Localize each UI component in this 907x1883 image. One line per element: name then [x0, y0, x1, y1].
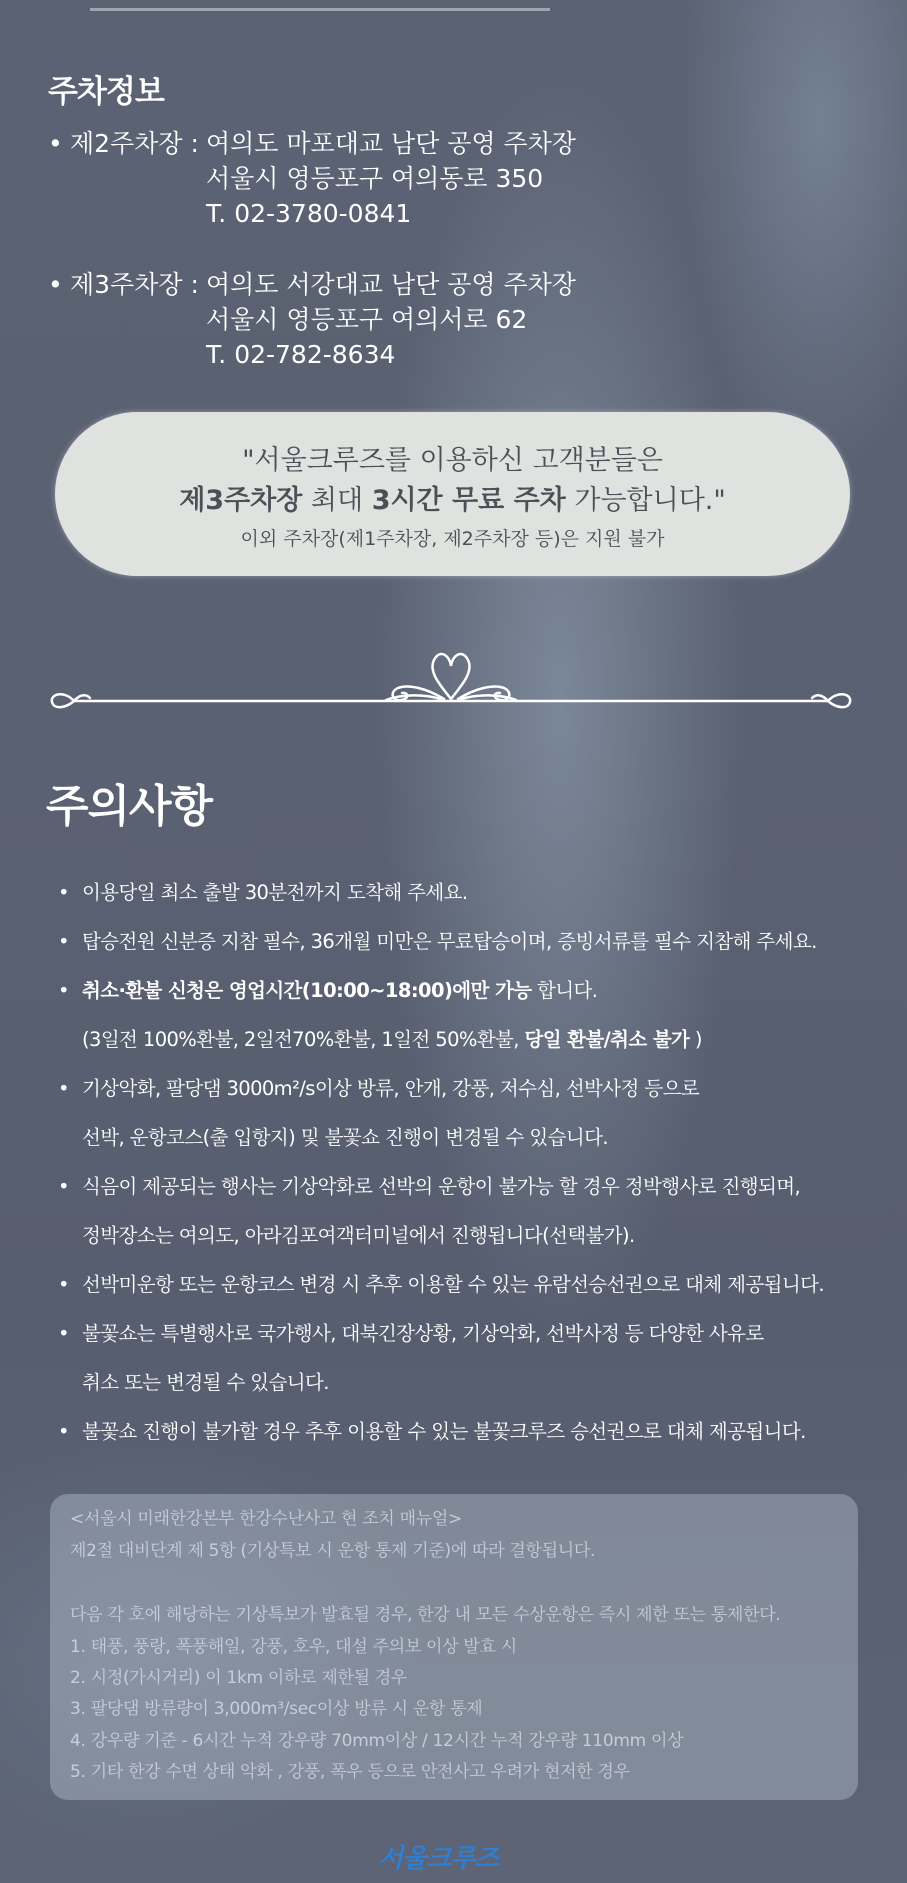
notice-line-3: 이외 주차장(제1주차장, 제2주차장 등)은 지원 불가 — [240, 528, 665, 550]
bullet: • — [48, 129, 63, 158]
refund-rates: (3일전 100%환불, 2일전70%환불, 1일전 50%환불, — [82, 1028, 525, 1051]
manual-heading: <서울시 미래한강본부 한강수난사고 현 조치 매뉴얼> — [70, 1509, 462, 1529]
manual-line: 1. 태풍, 풍랑, 폭풍해일, 강풍, 호우, 대설 주의보 이상 발효 시 — [70, 1637, 517, 1657]
list-item: • 불꽃쇼는 특별행사로 국가행사, 대북긴장상황, 기상악화, 선박사정 등 다양한 사유로 — [58, 1309, 888, 1358]
notice-line-1: "서울크루즈를 이용하신 고객분들은 — [242, 445, 663, 476]
parking-lot-location: 여의도 서강대교 남단 공영 주차장 — [206, 270, 576, 299]
parking-lot-location: 여의도 마포대교 남단 공영 주차장 — [206, 129, 576, 158]
bullet: • — [48, 270, 63, 299]
ornament-divider — [46, 650, 856, 710]
list-item-continued: 정박장소는 여의도, 아라김포여객터미널에서 진행됩니다(선택불가). — [82, 1224, 635, 1247]
parking-lot-info — [206, 267, 576, 372]
list-item: • 선박미운항 또는 운항코스 변경 시 추후 이용할 수 있는 유람선승선권으로 대체 제공됩니다. — [58, 1260, 888, 1309]
list-item: • 불꽃쇼 진행이 불가할 경우 추후 이용할 수 있는 불꽃크루즈 승선권으로 대체 제공됩니다. — [58, 1407, 888, 1456]
list-item-continued: 선박, 운항코스(출 입항지) 및 불꽃쇼 진행이 변경될 수 있습니다. — [82, 1126, 608, 1149]
list-item-continued: 취소 또는 변경될 수 있습니다. — [82, 1371, 329, 1394]
cancel-policy-end: 합니다. — [531, 979, 598, 1002]
cut-off-text-line — [90, 0, 550, 11]
parking-lot-name: 제2주차장 : — [70, 129, 199, 158]
parking-lot-address: 서울시 영등포구 여의동로 350 — [206, 164, 544, 193]
manual-line: 3. 팔당댐 방류량이 3,000m³/sec이상 방류 시 운항 통제 — [70, 1699, 483, 1719]
parking-lot-phone: T. 02-782-8634 — [206, 340, 396, 369]
list-item: • 식음이 제공되는 행사는 기상악화로 선박의 운항이 불가능 할 경우 정박행사로 진행되며, — [58, 1162, 888, 1211]
list-item-continued — [58, 1015, 888, 1064]
cancel-policy-bold: 취소·환불 신청은 영업시간(10:00~18:00)에만 가능 — [82, 979, 532, 1002]
notice-mid: 최대 — [302, 485, 372, 516]
notice-free-bold: 3시간 무료 주차 — [371, 485, 566, 516]
list-item: • 탑승전원 신분증 지참 필수, 36개월 미만은 무료탑승이며, 증빙서류를 필수 지참해 주세요. — [58, 917, 888, 966]
notice-end: 가능합니다." — [565, 485, 726, 516]
manual-line: 2. 시정(가시거리) 이 1km 이하로 제한될 경우 — [70, 1668, 408, 1688]
seoul-cruise-logo: 서울크루즈 — [378, 1844, 499, 1874]
manual-line: 5. 기타 한강 수면 상태 악화 , 강풍, 폭우 등으로 안전사고 우려가 현저한 경우 — [70, 1762, 630, 1782]
caution-title: 주의사항 — [46, 781, 213, 832]
safety-manual-box — [50, 1494, 858, 1800]
parking-lot-info — [206, 126, 576, 231]
manual-line: 제2절 대비단계 제 5항 (기상특보 시 운항 통제 기준)에 따라 결항됩니다. — [70, 1541, 596, 1561]
parking-lot-address: 서울시 영등포구 여의서로 62 — [206, 305, 528, 334]
parking-lot-name: 제3주차장 : — [70, 270, 199, 299]
list-item: • 이용당일 최소 출발 30분전까지 도착해 주세요. — [58, 868, 888, 917]
notice-line-2 — [55, 478, 850, 517]
free-parking-notice — [55, 412, 850, 576]
refund-rates-end: ) — [689, 1028, 702, 1051]
parking-info-title: 주차정보 — [48, 74, 164, 110]
list-item — [58, 966, 888, 1015]
same-day-no-refund: 당일 환불/취소 불가 — [524, 1028, 690, 1051]
parking-lot-phone: T. 02-3780-0841 — [206, 199, 412, 228]
manual-line: 다음 각 호에 해당하는 기상특보가 발효될 경우, 한강 내 모든 수상운항은 즉시 제한 또는 통제한다. — [70, 1605, 781, 1625]
manual-line: 4. 강우량 기준 - 6시간 누적 강우량 70mm이상 / 12시간 누적 강우량 110mm 이상 — [70, 1731, 684, 1751]
list-item: • 기상악화, 팔당댐 3000m²/s이상 방류, 안개, 강풍, 저수심, 선박사정 등으로 — [58, 1064, 888, 1113]
caution-list — [58, 868, 888, 1456]
notice-lot-bold: 제3주차장 — [179, 485, 303, 516]
